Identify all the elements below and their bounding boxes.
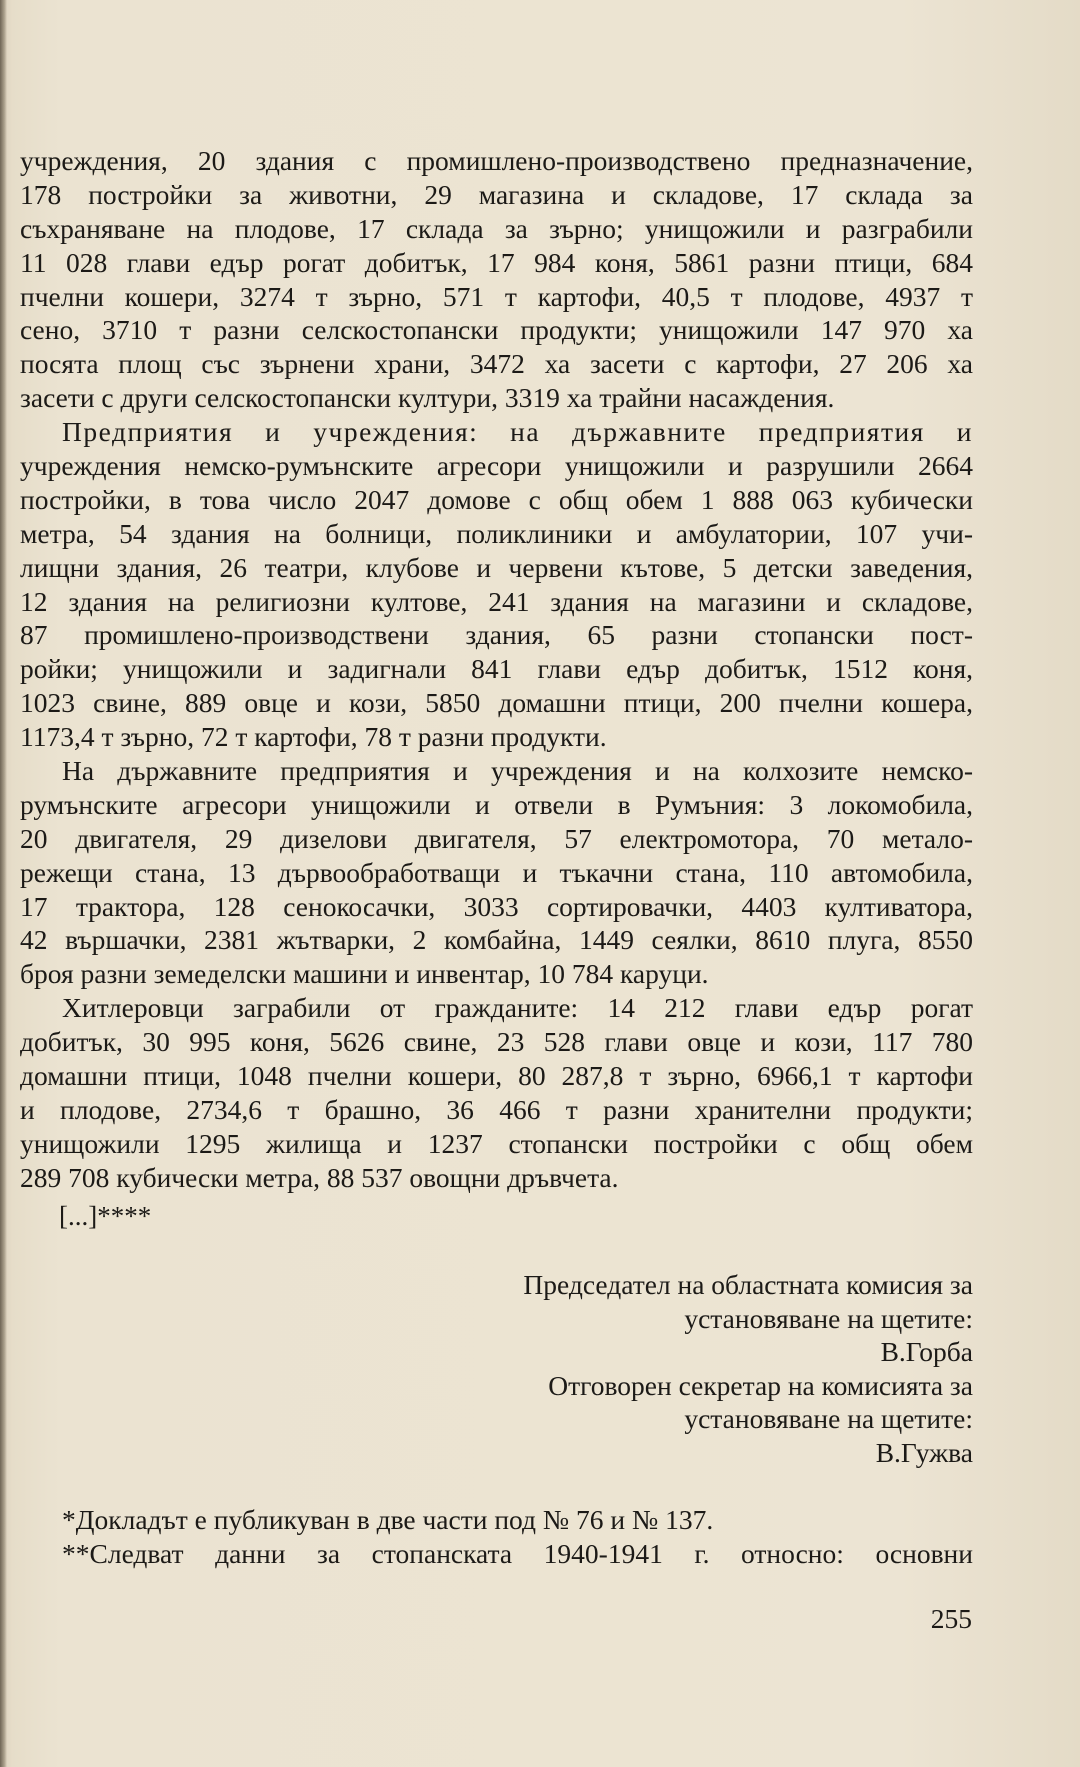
text-line: броя разни земеделски машини и инвентар, 10 784 каруци. (20, 958, 709, 990)
text-line: домашни птици, 1048 пчелни кошери, 80 287,8 т зърно, 6966,1 т картофи (20, 1060, 973, 1092)
text-line: 178 постройки за животни, 29 магазина и складове, 17 склада за (20, 178, 973, 210)
text-line: и плодове, 2734,6 т брашно, 36 466 т разни хранителни продукти; (20, 1093, 973, 1125)
text-line: засети с други селскостопански култури, 3319 ха трайни насаждения. (20, 382, 835, 414)
text-line: Хитлеровци заграбили от гражданите: 14 212 глави едър рогат (62, 992, 973, 1024)
text-line: 42 вършачки, 2381 жътварки, 2 комбайна, 1449 сеялки, 8610 плуга, 8550 (20, 924, 973, 956)
chairman-name: В.Горба (880, 1336, 973, 1367)
text-line: 20 двигателя, 29 дизелови двигателя, 57 електромотора, 70 метало- (20, 822, 973, 854)
text-line: На държавните предприятия и учреждения и на колхозите немско- (62, 755, 973, 787)
secretary-title: Отговорен секретар на комисията за (548, 1369, 973, 1401)
text-line: румънските агресори унищожили и отвели в Румъния: 3 локомобила, (20, 788, 973, 820)
text-line: посята площ със зърнени храни, 3472 ха засети с картофи, 27 206 ха (20, 348, 973, 380)
omission-mark: [...]**** (59, 1201, 152, 1231)
text-line: Предприятия и учреждения: на държавните предприятия и (62, 416, 973, 448)
footnote-2: **Следват данни за стопанската 1940-1941 г. относно: основни (62, 1537, 973, 1569)
text-line: 1173,4 т зърно, 72 т картофи, 78 т разни продукти. (20, 721, 607, 753)
text-line: пчелни кошери, 3274 т зърно, 571 т картофи, 40,5 т плодове, 4937 т (20, 280, 973, 312)
text-line: съхраняване на плодове, 17 склада за зърно; унищожили и разграбили (20, 212, 973, 244)
footnote-1: *Докладът е публикуван в две части под № 76 и № 137. (62, 1504, 714, 1535)
paragraph-citizens (20, 991, 973, 1194)
text-line: 17 трактора, 128 сенокосачки, 3033 сортировачки, 4403 култиватора, (20, 890, 973, 922)
signature-block (273, 1268, 973, 1469)
text-line: постройки, в това число 2047 домове с общ обем 1 888 063 кубически (20, 483, 973, 515)
text-line: добитък, 30 995 коня, 5626 свине, 23 528 глави овце и кози, 117 780 (20, 1026, 973, 1058)
text-line: ройки; унищожили и задигнали 841 глави едър добитък, 1512 коня, (20, 653, 973, 685)
text-line: учреждения, 20 здания с промишлено-производствено предназначение, (20, 145, 973, 176)
text-line: сено, 3710 т разни селскостопански продукти; унищожили 147 970 ха (20, 314, 973, 346)
text-line: режещи стана, 13 дървообработващи и тъкачни стана, 110 автомобила, (20, 856, 973, 888)
paragraph-machinery (20, 754, 973, 991)
text-line: 289 708 кубически метра, 88 537 овощни дръвчета. (20, 1161, 619, 1193)
text-line: 1023 свине, 889 овце и кози, 5850 домашни птици, 200 пчелни кошера, (20, 687, 973, 719)
book-spine-shadow (0, 0, 7, 1767)
chairman-title: Председател на областната комисия за (523, 1269, 973, 1300)
text-line: 87 промишлено-производствени здания, 65 разни стопански пост- (20, 619, 973, 651)
text-line: лищни здания, 26 театри, клубове и червени кътове, 5 детски заведения, (20, 551, 973, 583)
paragraph-continuation (20, 144, 973, 415)
text-line: учреждения немско-румънските агресори унищожили и разрушили 2664 (20, 450, 973, 482)
text-line: 12 здания на религиозни култове, 241 здания на магазини и складове, (20, 585, 973, 617)
secretary-name: В.Гужва (875, 1436, 973, 1468)
footnotes (20, 1503, 973, 1570)
secretary-title-cont: установяване на щетите: (684, 1403, 973, 1434)
main-text-block (20, 144, 973, 1195)
text-line: метра, 54 здания на болници, поликлиники и амбулатории, 107 учи- (20, 517, 973, 549)
paragraph-enterprises (20, 415, 973, 754)
chairman-title-cont: установяване на щетите: (684, 1302, 973, 1334)
page-number: 255 (930, 1603, 972, 1634)
text-line: 11 028 глави едър рогат добитък, 17 984 коня, 5861 разни птици, 684 (20, 246, 973, 278)
text-line: унищожили 1295 жилища и 1237 стопански постройки с общ обем (20, 1127, 973, 1159)
